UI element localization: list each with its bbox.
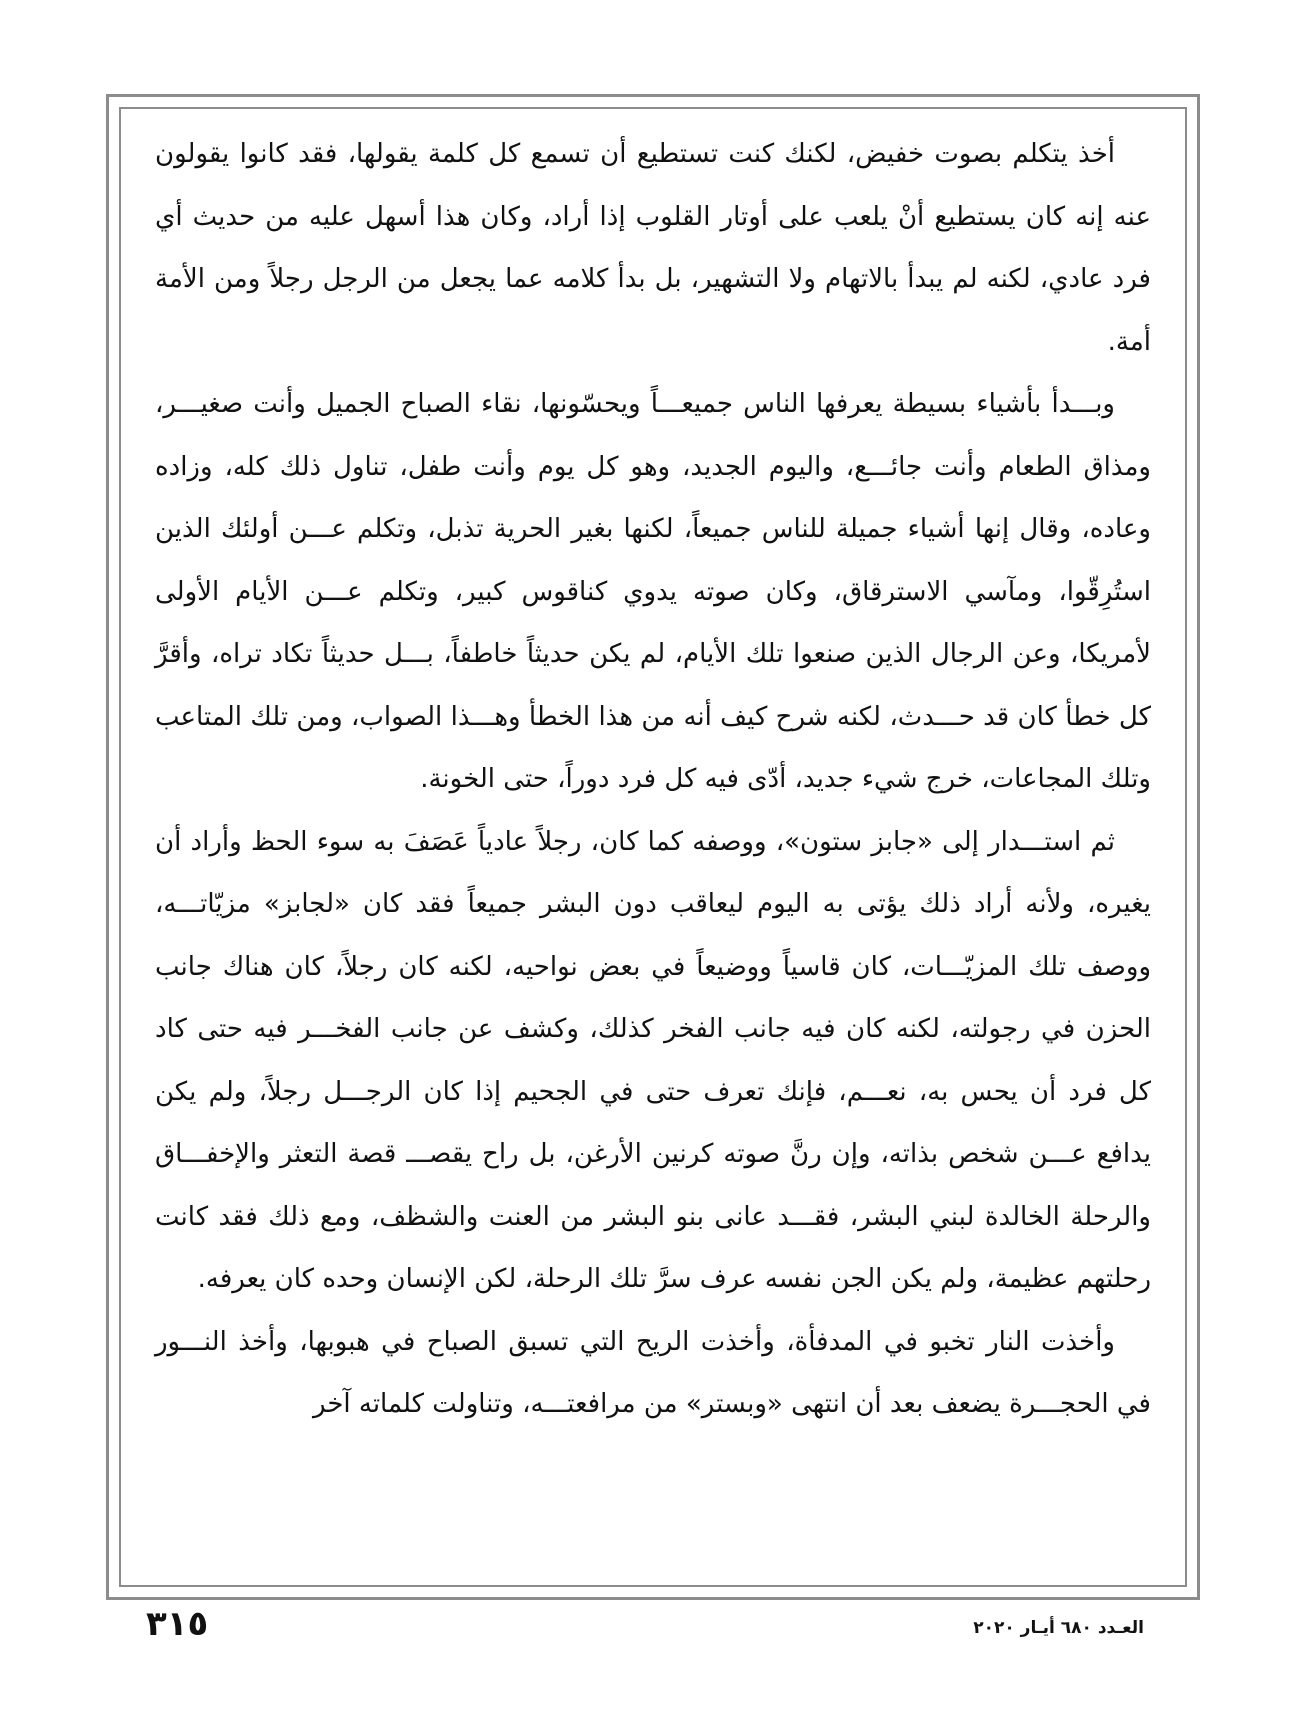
paragraph-4: وأخذت النار تخبو في المدفأة، وأخذت الريح التي تسبق الصباح في هبوبها، وأخذ النـــور في الحجـــرة يضعف بعد أن انتهى «وبستر» من مرافعتـــه، وتناولت كلماته آخر bbox=[155, 1326, 1151, 1419]
page-border-outer bbox=[106, 94, 1200, 1600]
paragraph-3: ثم استـــدار إلى «جابز ستون»، ووصفه كما كان، رجلاً عادياً عَصَفَ به سوء الحظ وأراد أن يغيره، ولأنه أراد ذلك يؤتى به اليوم ليعاقب دون البشر جميعاً فقد كان «لجابز» مزيّاتـــه، ووصف تلك المزيّـــات، كان قاسياً ووضيعاً في بعض نواحيه، لكنه كان رجلاً، كان هناك جانب الحزن في رجولته، لكنه كان فيه جانب الفخر كذلك، وكشف عن جانب الفخـــر فيه حتى كاد كل فرد أن يحس به، نعـــم، فإنك تعرف حتى في الجحيم إذا كان الرجـــل رجلاً، ولم يكن يدافع عـــن شخص بذاته، وإن رنَّ صوته كرنين الأرغن، بل راح يقصـــ قصة التعثر والإخفـــاق والرحلة الخالدة لبني البشر، فقـــد عانى بنو البشر من العنت والشظف، ومع ذلك فقد كانت رحلتهم عظيمة، ولم يكن الجن نفسه عرف سرَّ تلك الرحلة، لكن الإنسان وحده كان يعرفه. bbox=[155, 826, 1151, 1294]
paragraph-2: وبـــدأ بأشياء بسيطة يعرفها الناس جميعـــاً ويحسّونها، نقاء الصباح الجميل وأنت صغيـــر، ومذاق الطعام وأنت جائـــع، واليوم الجديد، وهو كل يوم وأنت طفل، تناول ذلك كله، وزاده وعاده، وقال إنها أشياء جميلة للناس جميعاً، لكنها بغير الحرية تذبل، وتكلم عـــن أولئك الذين استُرِقّوا، ومآسي الاسترقاق، وكان صوته يدوي كناقوس كبير، وتكلم عـــن الأيام الأولى لأمريكا، وعن الرجال الذين صنعوا تلك الأيام، لم يكن حديثاً خاطفاً، بـــل حديثاً تكاد تراه، وأقرَّ كل خطأ كان قد حـــدث، لكنه شرح كيف أنه من هذا الخطأ وهـــذا الصواب، ومن تلك المتاعب وتلك المجاعات، خرج شيء جديد، أدّى فيه كل فرد دوراً، حتى الخونة. bbox=[155, 389, 1151, 794]
paragraph-1: أخذ يتكلم بصوت خفيض، لكنك كنت تستطيع أن تسمع كل كلمة يقولها، فقد كانوا يقولون عنه إنه كان يستطيع أنْ يلعب على أوتار القلوب إذا أراد، وكان هذا أسهل عليه من حديث أي فرد عادي، لكنه لم يبدأ بالاتهام ولا التشهير، بل بدأ كلامه عما يجعل من الرجل رجلاً ومن الأمة أمة. bbox=[155, 139, 1151, 357]
issue-info: العـدد ٦٨٠ أيـار ٢٠٢٠ bbox=[973, 1618, 1144, 1638]
article-body bbox=[155, 123, 1151, 1436]
page-footer bbox=[0, 1604, 1306, 1664]
page-number: ٣١٥ bbox=[146, 1604, 209, 1644]
